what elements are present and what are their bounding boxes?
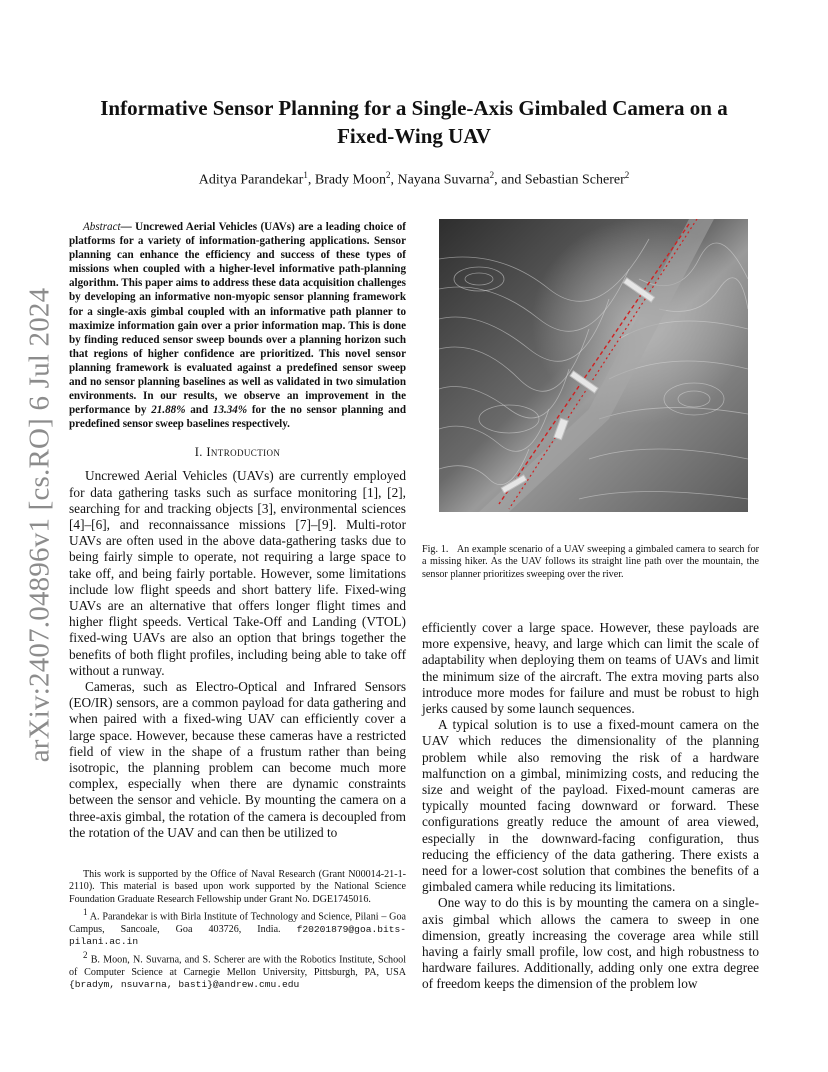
abstract <box>69 220 406 431</box>
abstract-dash: — <box>120 221 136 233</box>
author-name: Aditya Parandekar <box>198 172 304 188</box>
footnotes <box>69 869 406 991</box>
author-separator: , and <box>494 172 525 188</box>
author-name: Nayana Suvarna <box>397 172 490 188</box>
abstract-and: and <box>185 404 213 417</box>
arxiv-identifier-text: arXiv:2407.04896v1 [cs.RO] 6 Jul 2024 <box>23 287 56 763</box>
figure-caption <box>422 544 759 581</box>
intro-paragraph-1: Uncrewed Aerial Vehicles (UAVs) are currently employed for data gathering tasks such as surface monitoring [1], [2], searching for and tracking objects [3], environmental sciences [4]–[6], and reconnaissance missions [7]–[9]. Multi-rotor UAVs are often used in the above data-gathering tasks due to being fairly simple to operate, not requiring a large space to take off, and being fairly portable. However, some limitations include low flight speeds and short battery life. Fixed-wing UAVs are an alternative that offers longer flight times and higher flight speeds. Vertical Take-Off and Landing (VTOL) fixed-wing UAVs are also an option that brings together the benefits of both flight profiles, including being able to take off without a runway. <box>69 468 406 678</box>
footnote-text: B. Moon, N. Suvarna, and S. Scherer are with the Robotics Institute, School of Computer Science at Carnegie Mellon University, Pittsburgh, PA, USA <box>69 954 406 978</box>
arxiv-identifier <box>20 287 60 763</box>
abstract-text: Uncrewed Aerial Vehicles (UAVs) are a leading choice of platforms for a variety of information-gathering applications. Sensor planning can enhance the efficiency and success of these types of missions when coupled with a higher-level informative path-planning algorithm. This paper aims to address these data acquisition challenges by developing an informative non-myopic sensor planning framework for a single-axis gimbal coupled with an informative path planner to maximize information gain over a prior information map. This is done by finding reduced sensor sweep bounds over a planning horizon such that regions of higher confidence are prioritized. This novel sensor planning framework is evaluated against a predefined sensor sweep and no sensor planning baselines as well as validated in two simulation environments. In our results, we observe an improvement in the performance by <box>69 221 406 417</box>
affiliation-footnote-2 <box>69 949 406 992</box>
author-list <box>70 170 758 189</box>
section-number: I. <box>194 445 207 460</box>
terrain-image <box>439 219 748 512</box>
section-heading <box>69 445 406 460</box>
abstract-label: Abstract <box>83 221 121 233</box>
section-title: Introduction <box>206 445 281 460</box>
footnote-mark: 2 <box>83 949 88 960</box>
affiliation-mark: 2 <box>624 170 630 180</box>
abstract-percent-1: 21.88% <box>151 404 186 417</box>
author-name: Sebastian Scherer <box>524 172 625 188</box>
terrain-figure <box>439 219 748 512</box>
abstract-text-end: for the no sensor planning and predefined sensor sweep baselines respectively. <box>69 404 406 431</box>
author-separator: , <box>307 172 315 188</box>
affiliation-mark: 2 <box>489 170 495 180</box>
funding-footnote: This work is supported by the Office of Naval Research (Grant N00014-21-1-2110). This material is based upon work supported by the National Science Foundation Graduate Research Fellowship under Grant No. DGE1745016. <box>69 869 406 905</box>
abstract-percent-2: 13.34% <box>212 404 248 417</box>
right-paragraph-1: efficiently cover a large space. However, these payloads are more expensive, heavy, and large which can limit the scale of adaptability when deploying them on teams of UAVs and limit the minimum size of the aircraft. The extra moving parts also introduce more modes for failure and must be robust to high jerks caused by some launch sequences. <box>422 620 759 717</box>
affiliation-mark: 1 <box>303 170 308 180</box>
author-separator: , <box>390 172 398 188</box>
right-paragraph-3: One way to do this is by mounting the camera on a single-axis gimbal which allows the camera to sweep in one dimension, greatly increasing the coverage area while still having a fairly small profile, low cost, and high robustness to hardware failures. Additionally, adding only one extra degree of freedom keeps the dimension of the problem low <box>422 895 759 992</box>
footnote-text: A. Parandekar is with Birla Institute of Technology and Science, Pilani – Goa Campus, Sancoale, Goa 403726, India. <box>69 911 406 935</box>
figure-label: Fig. 1. <box>422 544 449 555</box>
intro-paragraph-2: Cameras, such as Electro-Optical and Infrared Sensors (EO/IR) sensors, are a common payload for data gathering and when paired with a fixed-wing UAV can efficiently cover a large space. However, because these cameras have a restricted field of view in the shape of a frustum rather than being isotropic, the planning problem can become much more complex, especially when there are dynamic constraints between the sensor and vehicle. By mounting the camera on a three-axis gimbal, the rotation of the camera is decoupled from the rotation of the UAV and can then be utilized to <box>69 679 406 840</box>
affiliation-footnote-1 <box>69 906 406 949</box>
right-column <box>422 620 759 993</box>
right-paragraph-2: A typical solution is to use a fixed-mount camera on the UAV which reduces the dimensionality of the planning problem while also removing the risk of a hardware malfunction on a gimbal, minimizing costs, and reducing the size and weight of the payload. Fixed-mount cameras are typically mounted facing downward or forward. These configurations greatly reduce the amount of area viewed, especially in the downward-facing configuration, thus reducing the efficiency of the data gathering. There exists a need for a lower-cost solution that combines the benefits of a gimbaled camera while reducing its limitations. <box>422 717 759 895</box>
paper-title: Informative Sensor Planning for a Single-Axis Gimbaled Camera on a Fixed-Wing UAV <box>100 96 728 148</box>
left-column <box>69 220 406 841</box>
email-address: f20201879@goa.bits-pilani.ac.in <box>69 923 406 948</box>
figure-caption-text: An example scenario of a UAV sweeping a gimbaled camera to search for a missing hiker. As the UAV follows its straight line path over the mountain, the sensor planner prioritizes sweeping over the river. <box>422 544 759 580</box>
affiliation-mark: 2 <box>385 170 391 180</box>
footnote-mark: 1 <box>83 907 88 918</box>
email-address: {bradym, nsuvarna, basti}@andrew.cmu.edu <box>69 978 300 990</box>
author-name: Brady Moon <box>314 172 386 188</box>
